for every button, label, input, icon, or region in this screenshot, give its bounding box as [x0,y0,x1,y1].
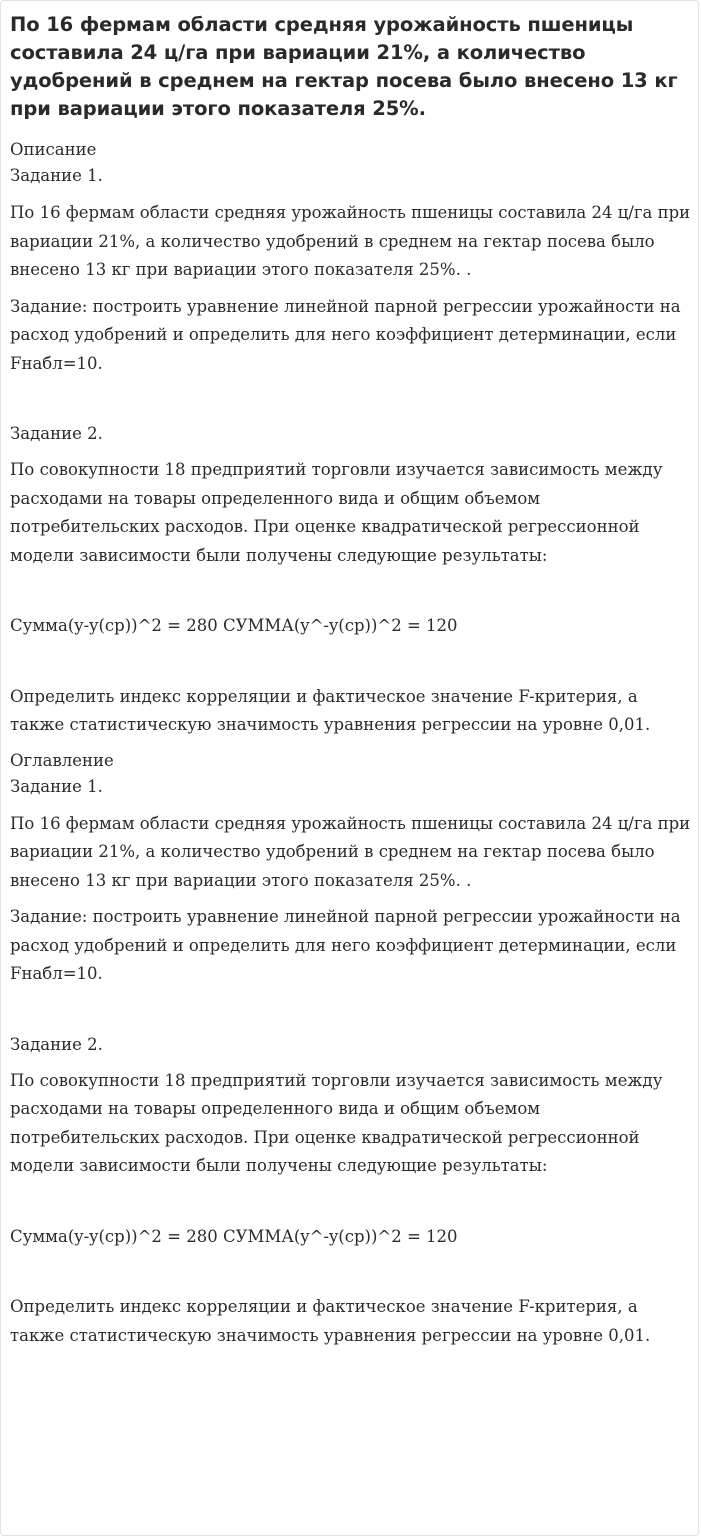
contents-task2-question: Определить индекс корреляции и фактическое значение F-критерия, а также статистическую значимость уравнения регрессии на уровне 0,01. [10,1297,651,1345]
task1-question: Задание: построить уравнение линейной парной регрессии урожайности на расход удобрений и определить для него коэффициент детерминации, если Fнабл=10. [10,296,681,373]
task2-label: Задание 2. [10,424,103,443]
task2-text: По совокупности 18 предприятий торговли изучается зависимость между расходами на товары определенного вида и общим объемом потребительских расходов. При оценке квадратической регрессионной модели зависимости были получены следующие результаты: [10,460,663,565]
contents-section [10,748,694,1351]
contents-task1-label: Задание 1. [10,776,103,796]
content-body [10,11,694,1358]
contents-task2-text: По совокупности 18 предприятий торговли изучается зависимость между расходами на товары определенного вида и общим объемом потребительских расходов. При оценке квадратической регрессионной модели зависимости были получены следующие результаты: [10,1070,663,1175]
contents-heading: Оглавление [10,750,114,770]
description-section [10,137,694,740]
task2-formula: Сумма(y-y(cp))^2 = 280 СУММА(y^-y(cp))^2 = 120 [10,616,458,635]
page-title: По 16 фермам области средняя урожайность пшеницы составила 24 ц/га при вариации 21%, а количество удобрений в среднем на гектар посева было внесено 13 кг при вариации этого показателя 25%. [10,13,678,120]
task2-question: Определить индекс корреляции и фактическое значение F-критерия, а также статистическую значимость уравнения регрессии на уровне 0,01. [10,686,651,734]
contents-task1-text: По 16 фермам области средняя урожайность пшеницы составила 24 ц/га при вариации 21%, а количество удобрений в среднем на гектар посева было внесено 13 кг при вариации этого показателя 25%. . [10,813,691,890]
task1-text: По 16 фермам области средняя урожайность пшеницы составила 24 ц/га при вариации 21%, а количество удобрений в среднем на гектар посева было внесено 13 кг при вариации этого показателя 25%. . [10,203,691,279]
description-heading: Описание [10,140,97,159]
task1-label: Задание 1. [10,166,103,185]
contents-task1-question: Задание: построить уравнение линейной парной регрессии урожайности на расход удобрений и определить для него коэффициент детерминации, если Fнабл=10. [10,907,681,983]
contents-task2-formula: Сумма(y-y(cp))^2 = 280 СУММА(y^-y(cp))^2 = 120 [10,1226,458,1246]
contents-task2-label: Задание 2. [10,1034,103,1054]
